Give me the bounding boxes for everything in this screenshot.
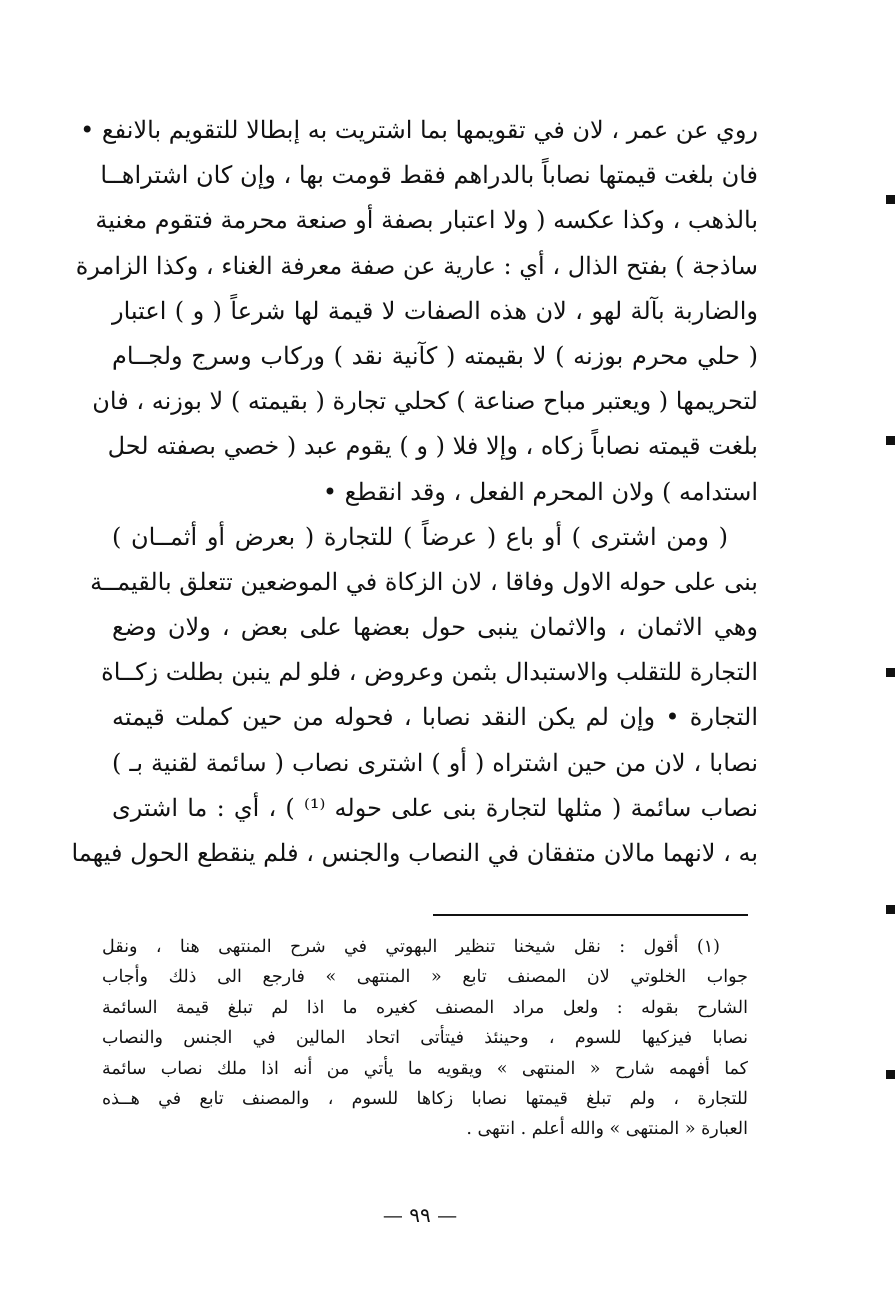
footnote-line: الشارح بقوله : ولعل مراد المصنف كغيره ما اذا لم تبلغ قيمة السائمة — [102, 997, 748, 1018]
text-line: التجارة للتقلب والاستبدال بثمن وعروض ، فلو لم ينبن بطلت زكــاة — [101, 658, 758, 687]
margin-edge-mark — [886, 195, 895, 204]
text-line: نصاب سائمة ( مثلها لتجارة بنى على حوله ⁽¹⁾ ) ، أي : ما اشترى — [112, 793, 758, 822]
main-text-block — [71, 108, 758, 876]
margin-edge-mark — [886, 436, 895, 445]
text-line: نصابا ، لان من حين اشتراه ( أو ) اشترى نصاب ( سائمة لقنية بـ ) — [112, 748, 758, 777]
text-line: التجارة • وإن لم يكن النقد نصابا ، فحوله من حين كملت قيمته — [112, 703, 758, 732]
text-line: فان بلغت قيمتها نصاباً بالدراهم فقط قومت بها ، وإن كان اشتراهــا — [100, 161, 758, 190]
footnote-separator — [433, 914, 748, 916]
text-line: استدامه ) ولان المحرم الفعل ، وقد انقطع • — [322, 477, 758, 506]
text-line: ( حلي محرم بوزنه ) لا بقيمته ( كآنية نقد ) وركاب وسرج ولجــام — [112, 341, 758, 370]
text-line: روي عن عمر ، لان في تقويمها بما اشتريت به إبطالا للتقويم بالانفع • — [80, 116, 758, 144]
footnote-line: نصابا فيزكيها للسوم ، وحينئذ فيتأتى اتحاد المالين في الجنس والنصاب — [102, 1028, 748, 1049]
text-line: بنى على حوله الاول وفاقا ، لان الزكاة في الموضعين تتعلق بالقيمــة — [90, 567, 758, 596]
page-number: — ٩٩ — — [382, 1203, 458, 1227]
margin-edge-mark — [886, 905, 895, 914]
footnote-line: كما أفهمه شارح « المنتهى » ويقويه ما يأتي من أنه اذا ملك نصاب سائمة — [102, 1058, 748, 1079]
footnote-line: العبارة « المنتهى » والله أعلم . انتهى . — [466, 1119, 748, 1140]
margin-edge-mark — [886, 1070, 895, 1079]
text-line: به ، لانهما مالان متفقان في النصاب والجنس ، فلم ينقطع الحول فيهما — [71, 839, 758, 867]
margin-edge-mark — [886, 668, 895, 677]
footnote-line: للتجارة ، ولم تبلغ قيمتها نصابا زكاها للسوم ، والمصنف تابع في هــذه — [102, 1088, 748, 1109]
text-line: لتحريمها ( ويعتبر مباح صناعة ) كحلي تجارة ( بقيمته ) لا بوزنه ، فان — [92, 387, 758, 416]
text-line: والضاربة بآلة لهو ، لان هذه الصفات لا قيمة لها شرعاً ( و ) اعتبار — [112, 296, 758, 325]
text-line: ساذجة ) بفتح الذال ، أي : عارية عن صفة معرفة الغناء ، وكذا الزامرة — [75, 251, 758, 280]
paragraph-start-line: ( ومن اشترى ) أو باع ( عرضاً ) للتجارة ( بعرض أو أثمــان ) — [112, 522, 728, 551]
text-line: بلغت قيمته نصاباً زكاه ، وإلا فلا ( و ) يقوم عبد ( خصي بصفته لحل — [107, 432, 758, 461]
footnote-block — [102, 932, 748, 1145]
text-line: وهي الاثمان ، والاثمان ينبى حول بعضها على بعض ، ولان وضع — [112, 613, 758, 642]
text-line: بالذهب ، وكذا عكسه ( ولا اعتبار بصفة أو صنعة محرمة فتقوم مغنية — [95, 206, 758, 235]
footnote-line: (١) أقول : نقل شيخنا تنظير البهوتي في شرح المنتهى هنا ، ونقل — [102, 937, 720, 957]
footnote-line: جواب الخلوتي لان المصنف تابع « المنتهى » فارجع الى ذلك وأجاب — [102, 967, 748, 988]
